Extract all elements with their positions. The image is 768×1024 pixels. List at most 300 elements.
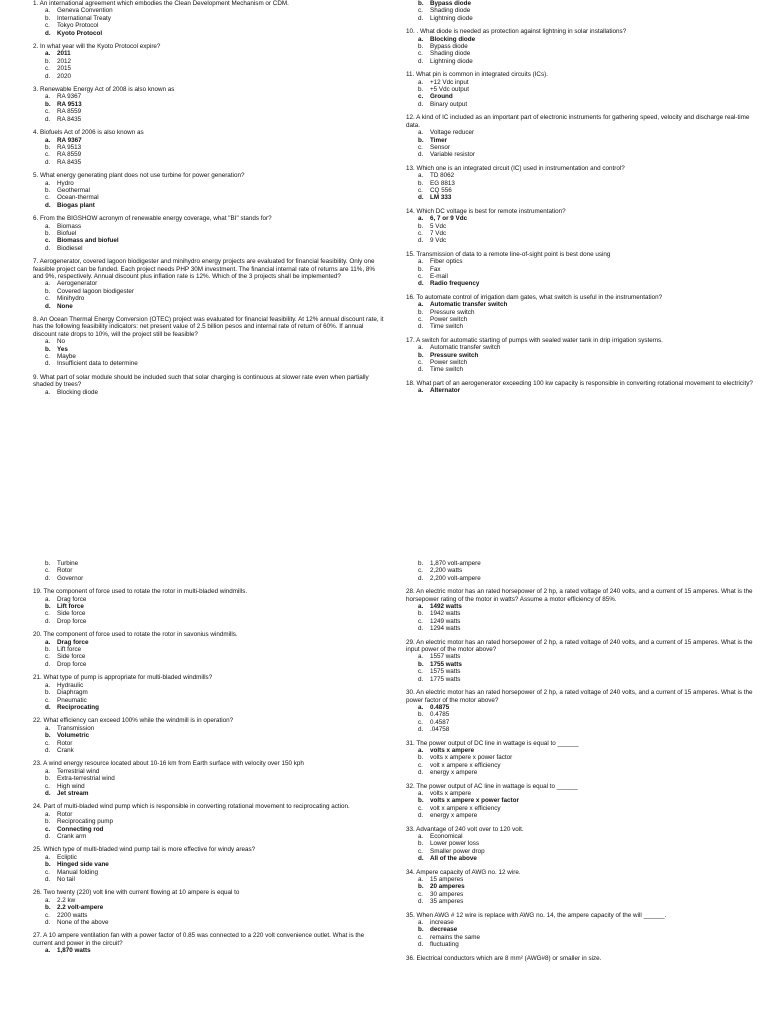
option-letter: b. <box>45 904 51 912</box>
option-letter: b. <box>418 179 424 187</box>
option-letter: c. <box>45 911 50 919</box>
answer-option <box>45 202 385 209</box>
question-number: 7. <box>33 258 39 266</box>
page-2-right-column <box>406 560 758 968</box>
answer-option <box>418 855 758 862</box>
question-item <box>33 803 385 840</box>
question-text: What pin is common in integrated circuits (ICs). <box>416 71 548 79</box>
answer-option <box>45 567 385 574</box>
option-text: Drag force <box>57 595 87 603</box>
answer-option <box>418 726 758 733</box>
option-letter: d. <box>418 675 424 683</box>
answer-option <box>45 919 385 926</box>
option-letter: b. <box>45 345 51 353</box>
option-letter: c. <box>418 316 423 324</box>
option-letter: a. <box>45 179 51 187</box>
option-letter: d. <box>418 941 424 949</box>
option-letter: c. <box>45 194 50 202</box>
question-number: 33. <box>406 825 415 833</box>
question-number: 6. <box>33 215 39 223</box>
answer-option <box>45 618 385 625</box>
option-letter: b. <box>45 287 51 295</box>
option-letter: c. <box>45 739 50 747</box>
option-letter: a. <box>418 789 424 797</box>
option-text: High wind <box>57 782 85 790</box>
answer-option <box>418 280 758 287</box>
option-text: 2012 <box>57 57 72 65</box>
question-item <box>406 28 758 65</box>
option-text: RA 9367 <box>57 136 82 144</box>
question-number: 24. <box>33 803 42 811</box>
option-letter: a. <box>45 280 51 288</box>
option-text: Kyoto Protocol <box>57 29 103 37</box>
question-text: From the BIGSHOW acronym of renewable energy coverage, what "BI" stands for? <box>40 215 272 223</box>
option-text: 0.4875 <box>430 703 450 711</box>
answer-option <box>418 618 758 625</box>
question-item <box>406 208 758 245</box>
option-text: 2020 <box>57 72 72 80</box>
options-list <box>33 811 385 841</box>
question-item <box>33 932 385 954</box>
option-letter: a. <box>418 703 424 711</box>
question-text: What energy generating plant does not use turbine for power generation? <box>40 172 245 180</box>
option-letter: c. <box>45 696 50 704</box>
question-text: Advantage of 240 volt over to 120 volt. <box>416 825 524 833</box>
option-text: fluctuating <box>430 941 459 949</box>
option-text: Biogas plant <box>57 201 95 209</box>
option-text: +5 Vdc output <box>430 86 470 94</box>
options-list <box>33 7 385 37</box>
option-text: RA 8435 <box>57 158 82 166</box>
option-letter: d. <box>45 919 51 927</box>
option-text: Radio frequency <box>430 280 480 288</box>
options-list <box>406 215 758 245</box>
answer-option <box>418 230 758 237</box>
answer-option <box>418 891 758 898</box>
option-letter: c. <box>418 143 423 151</box>
question-item <box>33 316 385 368</box>
option-text: volt x ampere x efficiency <box>430 804 501 812</box>
answer-option <box>45 704 385 711</box>
option-letter: d. <box>418 812 424 820</box>
option-text: Drop force <box>57 617 87 625</box>
answer-option <box>418 144 758 151</box>
option-letter: d. <box>45 833 51 840</box>
answer-option <box>418 797 758 804</box>
answer-option <box>45 389 385 396</box>
question-number: 16. <box>406 293 415 301</box>
option-letter: d. <box>45 789 51 797</box>
option-text: Bypass diode <box>430 0 471 7</box>
question-item <box>33 717 385 754</box>
question-stem <box>33 631 385 638</box>
option-text: .04758 <box>430 726 450 734</box>
answer-option <box>418 769 758 776</box>
answer-option <box>418 266 758 273</box>
option-text: Blocking diode <box>57 388 98 396</box>
question-stem <box>406 71 758 78</box>
question-stem <box>33 889 385 896</box>
options-list <box>406 833 758 863</box>
question-number: 8. <box>33 316 39 324</box>
question-number: 27. <box>33 932 42 940</box>
question-stem <box>33 0 385 7</box>
answer-option <box>45 790 385 797</box>
question-number: 11. <box>406 71 415 79</box>
answer-option <box>418 747 758 754</box>
option-letter: b. <box>418 265 424 273</box>
answer-option <box>418 151 758 158</box>
options-list <box>33 947 385 954</box>
question-stem <box>406 740 758 747</box>
option-text: No tail <box>57 876 75 884</box>
option-text: volts x ampere x power factor <box>430 754 513 762</box>
continued-options <box>406 0 758 22</box>
option-letter: b. <box>45 560 51 567</box>
option-text: 30 amperes <box>430 890 464 898</box>
question-item <box>33 215 385 252</box>
option-text: Binary output <box>430 100 468 108</box>
option-letter: a. <box>45 810 51 818</box>
question-text: The component of force used to rotate the rotor in multi-bladed windmills. <box>43 588 248 596</box>
question-text: Transmission of data to a remote line-of-sight point is best done using <box>416 250 611 258</box>
option-text: 1775 watts <box>430 675 461 683</box>
option-text: energy x ampere <box>430 769 478 777</box>
option-text: Ocean-thermal <box>57 194 99 202</box>
answer-option <box>45 610 385 617</box>
option-letter: d. <box>45 617 51 625</box>
option-letter: c. <box>418 617 423 625</box>
option-letter: c. <box>418 7 423 15</box>
option-text: volt x ampere x efficiency <box>430 761 501 769</box>
option-text: 1755 watts <box>430 660 462 668</box>
question-item <box>33 86 385 123</box>
option-text: Smaller power drop <box>430 847 485 855</box>
options-list <box>406 258 758 288</box>
question-item <box>33 674 385 711</box>
option-text: 35 amperes <box>430 898 464 906</box>
answer-option <box>418 344 758 351</box>
answer-option <box>418 719 758 726</box>
option-text: RA 8559 <box>57 108 82 116</box>
answer-option <box>418 575 758 582</box>
answer-option <box>45 897 385 904</box>
answer-option <box>45 689 385 696</box>
answer-option <box>418 754 758 761</box>
question-item <box>406 826 758 863</box>
answer-option <box>45 353 385 360</box>
options-list <box>406 172 758 202</box>
question-stem <box>406 639 758 654</box>
option-text: Lightning diode <box>430 14 473 22</box>
option-text: Terrestrial wind <box>57 767 100 775</box>
option-letter: b. <box>418 711 424 719</box>
options-list <box>33 639 385 669</box>
question-number: 20. <box>33 631 42 639</box>
option-letter: b. <box>45 689 51 697</box>
option-text: Lower power loss <box>430 840 479 848</box>
answer-option <box>45 854 385 861</box>
option-letter: b. <box>418 797 424 805</box>
question-number: 18. <box>406 379 415 387</box>
answer-option <box>418 86 758 93</box>
option-text: 2.2 volt-ampere <box>57 904 104 912</box>
answer-option <box>418 560 758 567</box>
question-item <box>33 889 385 926</box>
option-letter: a. <box>45 7 51 15</box>
option-letter: a. <box>418 35 424 43</box>
question-stem <box>406 337 758 344</box>
option-text: remains the same <box>430 933 481 941</box>
question-text: Which type of multi-bladed wind pump tail is more effective for windy areas? <box>43 846 256 854</box>
answer-option <box>45 575 385 582</box>
question-item <box>33 43 385 80</box>
answer-option <box>418 273 758 280</box>
answer-option <box>418 366 758 373</box>
answer-option <box>418 323 758 330</box>
option-letter: c. <box>45 610 50 618</box>
option-letter: c. <box>45 22 50 30</box>
answer-option <box>418 387 758 394</box>
question-text: The power output of DC line in wattage is equal to ______ <box>416 739 579 747</box>
option-text: 2200 watts <box>57 911 88 919</box>
option-text: energy x ampere <box>430 812 478 820</box>
option-letter: d. <box>418 194 424 202</box>
option-letter: b. <box>418 351 424 359</box>
question-stem <box>406 165 758 172</box>
answer-option <box>45 775 385 782</box>
option-letter: c. <box>418 229 423 237</box>
option-text: 15 amperes <box>430 876 464 884</box>
options-list <box>33 280 385 310</box>
question-text: What part of an aerogenerator exceeding 100 kw capacity is responsible in converting rotational movement to electricity? <box>416 379 753 387</box>
option-text: Fax <box>430 265 441 273</box>
page-1-right-column <box>406 0 758 401</box>
option-text: Fiber optics <box>430 258 463 266</box>
continued-options <box>406 560 758 582</box>
answer-option <box>45 295 385 302</box>
answer-option <box>45 137 385 144</box>
answer-option <box>418 711 758 718</box>
answer-option <box>45 869 385 876</box>
answer-option <box>45 30 385 37</box>
answer-option <box>45 194 385 201</box>
option-letter: b. <box>418 136 424 144</box>
answer-option <box>418 919 758 926</box>
question-stem <box>33 43 385 50</box>
answer-option <box>45 861 385 868</box>
question-text: Which one is an integrated circuit (IC) used in instrumentation and control? <box>416 164 625 172</box>
option-letter: b. <box>418 840 424 848</box>
option-text: Crank arm <box>57 833 87 840</box>
question-stem <box>33 86 385 93</box>
answer-option <box>45 740 385 747</box>
option-letter: d. <box>45 72 51 80</box>
question-number: 15. <box>406 250 415 258</box>
answer-option <box>45 947 385 954</box>
option-letter: d. <box>418 898 424 906</box>
option-text: Automatic transfer switch <box>430 344 501 352</box>
option-text: increase <box>430 919 454 927</box>
question-stem <box>33 172 385 179</box>
answer-option <box>418 93 758 100</box>
option-text: Biomass <box>57 222 82 230</box>
option-text: Turbine <box>57 560 79 567</box>
answer-option <box>45 245 385 252</box>
answer-option <box>45 682 385 689</box>
question-stem <box>33 258 385 280</box>
option-letter: b. <box>45 57 51 65</box>
option-letter: d. <box>418 14 424 22</box>
question-text: What part of solar module should be included such that solar charging is continuous at slower rate even when partially shaded by trees? <box>33 373 369 389</box>
option-letter: a. <box>45 767 51 775</box>
option-letter: a. <box>45 338 51 346</box>
question-stem <box>33 215 385 222</box>
answer-option <box>45 725 385 732</box>
option-text: Power switch <box>430 359 468 367</box>
option-text: No <box>57 338 66 346</box>
option-text: Blocking diode <box>430 35 476 43</box>
question-stem <box>33 129 385 136</box>
question-stem <box>406 588 758 603</box>
option-text: Shading diode <box>430 7 471 15</box>
option-text: RA 8559 <box>57 151 82 159</box>
option-letter: a. <box>418 387 424 395</box>
option-letter: a. <box>418 919 424 927</box>
question-number: 34. <box>406 868 415 876</box>
question-stem <box>33 674 385 681</box>
option-letter: d. <box>45 158 51 166</box>
option-text: Biodiesel <box>57 244 83 252</box>
option-letter: d. <box>45 201 51 209</box>
question-stem <box>33 932 385 947</box>
option-text: Reciprocating pump <box>57 818 114 826</box>
option-letter: a. <box>418 258 424 266</box>
option-letter: c. <box>45 353 50 361</box>
page-1 <box>0 0 768 505</box>
answer-option <box>418 137 758 144</box>
option-letter: a. <box>45 222 51 230</box>
question-text: Biofuels Act of 2006 is also known as <box>40 129 144 137</box>
answer-option <box>45 596 385 603</box>
option-text: Minihydro <box>57 295 85 303</box>
question-stem <box>406 826 758 833</box>
answer-option <box>45 288 385 295</box>
option-text: Shading diode <box>430 50 471 58</box>
answer-option <box>45 876 385 883</box>
answer-option <box>418 36 758 43</box>
option-letter: b. <box>45 186 51 194</box>
question-text: The power output of AC line in wattage is equal to ______ <box>416 782 578 790</box>
answer-option <box>45 15 385 22</box>
answer-option <box>45 833 385 840</box>
option-text: Connecting rod <box>57 825 104 833</box>
answer-option <box>45 303 385 310</box>
option-letter: b. <box>45 732 51 740</box>
option-letter: b. <box>418 308 424 316</box>
answer-option <box>418 187 758 194</box>
answer-option <box>418 309 758 316</box>
option-letter: c. <box>418 718 423 726</box>
question-number: 31. <box>406 739 415 747</box>
question-text: Which DC voltage is best for remote instrumentation? <box>416 207 566 215</box>
option-text: Manual folding <box>57 868 98 876</box>
option-letter: d. <box>418 769 424 777</box>
question-text: What type of pump is appropriate for multi-bladed windmills? <box>43 674 213 682</box>
option-text: Volumetric <box>57 732 90 740</box>
question-text: In what year will the Kyoto Protocol expire? <box>40 43 161 51</box>
answer-option <box>45 22 385 29</box>
question-item <box>406 380 758 395</box>
option-letter: b. <box>45 100 51 108</box>
question-stem <box>33 374 385 389</box>
option-text: 2,200 watts <box>430 567 463 575</box>
answer-option <box>418 237 758 244</box>
option-letter: d. <box>418 855 424 863</box>
question-stem <box>406 208 758 215</box>
question-text: Two twenty (220) volt line with current flowing at 10 ampere is equal to <box>43 889 240 897</box>
option-text: decrease <box>430 926 458 934</box>
option-text: Maybe <box>57 353 76 361</box>
answer-option <box>418 258 758 265</box>
question-number: 5. <box>33 172 39 180</box>
question-text: A kind of IC included as an important part of electronic instruments for gathering speed, velocity and discharge real-time data. <box>406 114 750 129</box>
answer-option <box>418 0 758 7</box>
option-text: Governor <box>57 574 84 582</box>
answer-option <box>418 7 758 14</box>
answer-option <box>45 747 385 754</box>
option-text: volts x ampere x power factor <box>430 797 519 805</box>
question-number: 2. <box>33 43 39 51</box>
option-text: Rotor <box>57 810 73 818</box>
options-list <box>406 790 758 820</box>
option-text: Ground <box>430 93 453 101</box>
question-item <box>406 251 758 288</box>
option-text: Biomass and biofuel <box>57 237 119 245</box>
options-list <box>33 854 385 884</box>
answer-option <box>45 768 385 775</box>
answer-option <box>418 790 758 797</box>
option-text: Alternator <box>430 387 461 395</box>
option-letter: b. <box>45 14 51 22</box>
answer-option <box>418 316 758 323</box>
option-letter: c. <box>418 359 423 367</box>
option-letter: a. <box>418 301 424 309</box>
option-text: 2.2 kw <box>57 896 76 904</box>
option-text: Lightning diode <box>430 57 473 65</box>
option-text: Side force <box>57 610 86 618</box>
option-letter: c. <box>418 804 423 812</box>
answer-option <box>45 338 385 345</box>
option-letter: c. <box>45 868 50 876</box>
option-letter: c. <box>45 237 51 245</box>
options-list <box>33 596 385 626</box>
question-stem <box>33 717 385 724</box>
question-number: 25. <box>33 846 42 854</box>
option-letter: d. <box>418 151 424 159</box>
answer-option <box>45 144 385 151</box>
option-letter: c. <box>45 825 51 833</box>
option-letter: a. <box>418 344 424 352</box>
option-letter: c. <box>418 273 423 280</box>
answer-option <box>418 129 758 136</box>
option-text: TD 8062 <box>430 172 455 180</box>
question-stem <box>406 955 758 962</box>
question-number: 9. <box>33 373 39 381</box>
question-item <box>406 783 758 820</box>
option-text: 2011 <box>57 50 71 58</box>
answer-option <box>45 101 385 108</box>
